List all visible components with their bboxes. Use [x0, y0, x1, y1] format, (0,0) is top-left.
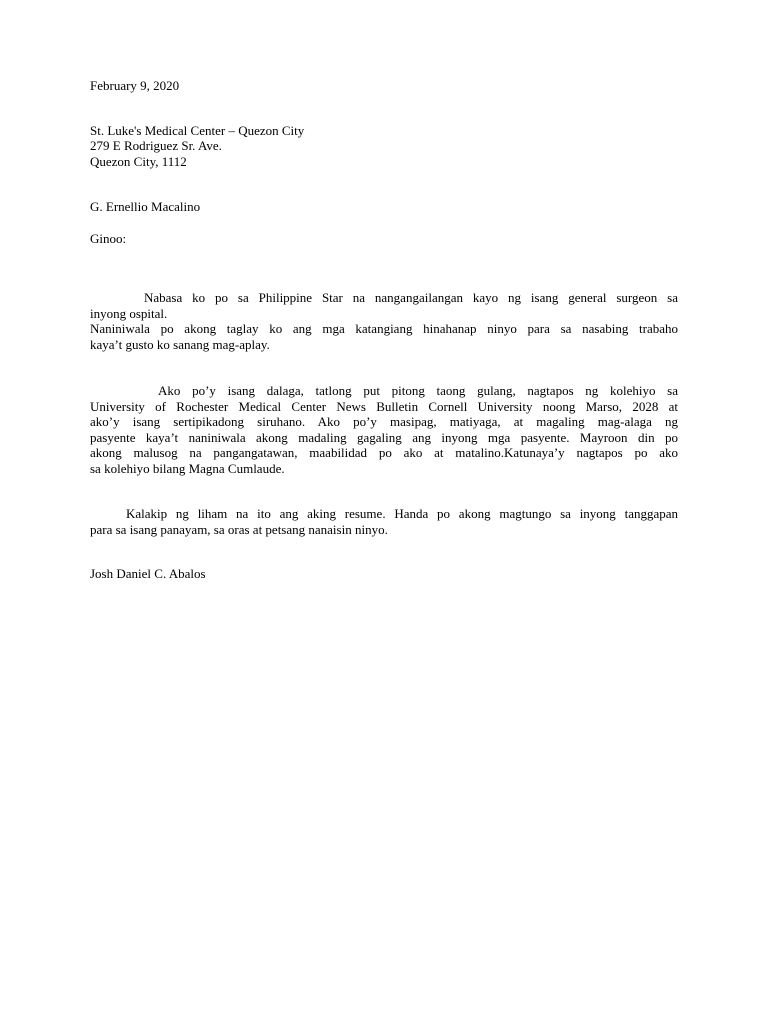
letter-page	[90, 78, 678, 582]
salutation: Ginoo:	[90, 230, 127, 246]
body-paragraph-2	[90, 383, 678, 476]
recipient-address	[90, 123, 678, 170]
paragraph-line: ako’y isang sertipikadong siruhano. Ako po’y masipag, matiyaga, at magaling mag-alaga ng	[90, 414, 678, 429]
body-paragraph-3	[90, 506, 678, 537]
letter-date: February 9, 2020	[90, 78, 180, 93]
paragraph-line: University of Rochester Medical Center News Bulletin Cornell University noong Marso, 2028 at	[90, 398, 678, 414]
paragraph-line: sa kolehiyo bilang Magna Cumlaude.	[90, 460, 285, 476]
address-line-3: Quezon City, 1112	[90, 153, 187, 169]
body-paragraph-1	[90, 290, 678, 352]
paragraph-line: Naniniwala po akong taglay ko ang mga katangiang hinahanap ninyo para sa nasabing trabaho	[90, 321, 678, 336]
paragraph-line: para sa isang panayam, sa oras at petsang nanaisin ninyo.	[90, 521, 388, 537]
paragraph-line: Nabasa ko po sa Philippine Star na nangangailangan kayo ng isang general surgeon sa	[144, 290, 678, 305]
address-line-1: St. Luke's Medical Center – Quezon City	[90, 122, 305, 138]
paragraph-line: Kalakip ng liham na ito ang aking resume. Handa po akong magtungo sa inyong tanggapan	[126, 506, 678, 521]
signature-name: Josh Daniel C. Abalos	[90, 566, 206, 581]
address-line-2: 279 E Rodriguez Sr. Ave.	[90, 138, 222, 153]
paragraph-line: inyong ospital.	[90, 305, 168, 321]
paragraph-line: akong malusog na pangangatawan, maabilidad po ako at matalino.Katunaya’y nagtapos po ako	[90, 445, 678, 460]
paragraph-line: Ako po’y isang dalaga, tatlong put pitong taong gulang, nagtapos ng kolehiyo sa	[158, 383, 678, 398]
recipient-name: G. Ernellio Macalino	[90, 199, 201, 214]
paragraph-line: pasyente kaya’t naniniwala akong madaling gagaling ang inyong mga pasyente. Mayroon din po	[90, 429, 678, 445]
paragraph-line: kaya’t gusto ko sanang mag-aplay.	[90, 336, 270, 352]
